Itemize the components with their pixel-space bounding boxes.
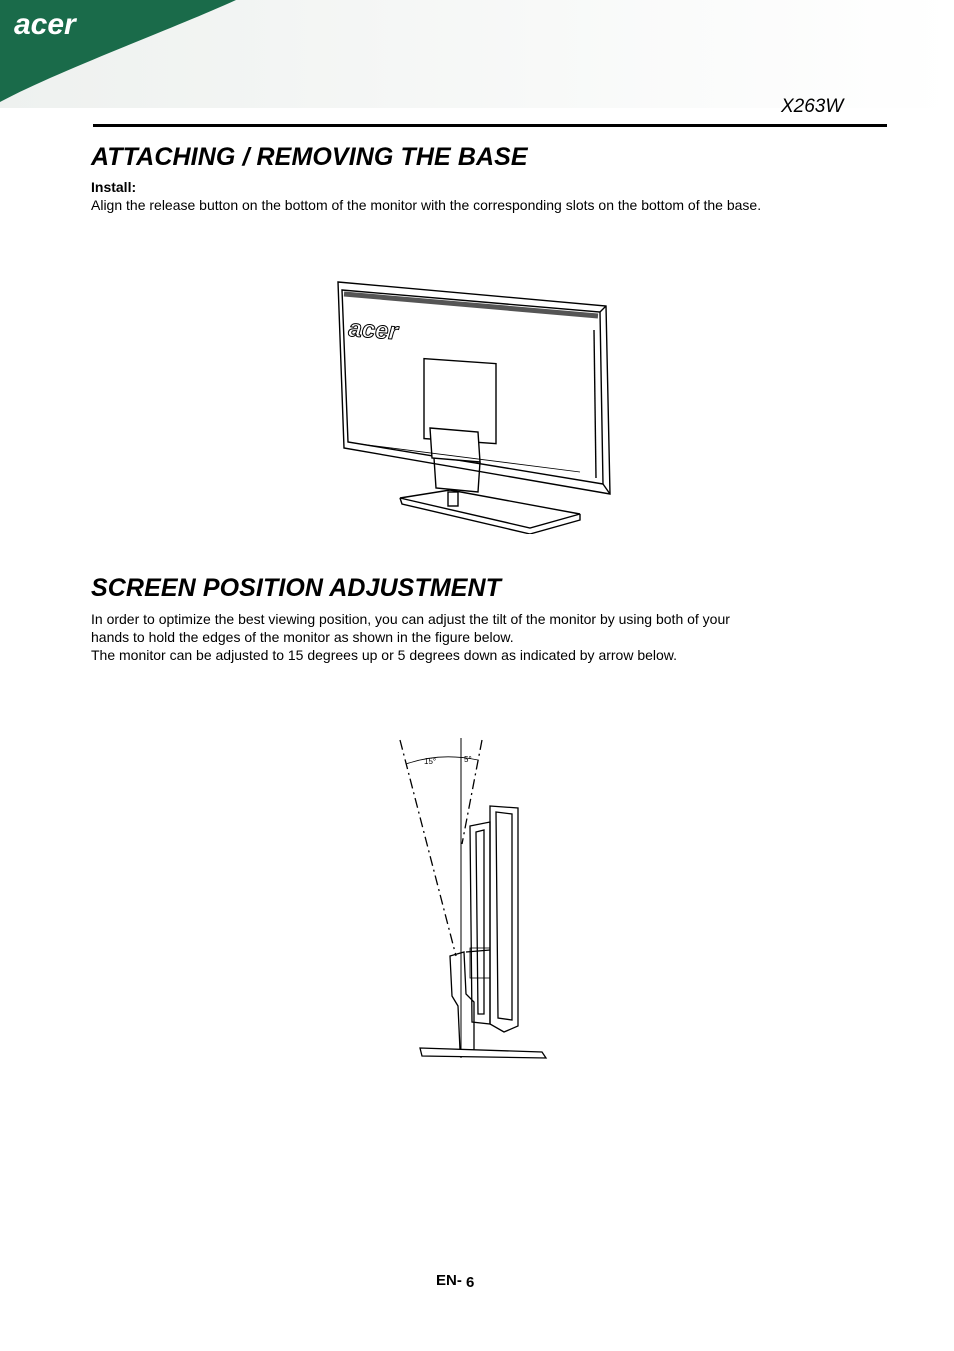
page-prefix: EN- [436,1272,462,1289]
acer-logo-banner [0,0,954,110]
acer-rear-logo: acer [347,315,399,346]
tilt-instructions-line2: hands to hold the edges of the monitor as shown in the figure below. [91,629,514,645]
model-name: X263W [781,96,844,117]
angle-up-label: 15° [424,757,437,766]
tilt-side-figure [392,734,557,1064]
section-title-screen-position: SCREEN POSITION ADJUSTMENT [91,574,502,602]
angle-down-label: 5° [464,755,472,764]
tilt-instructions-line3: The monitor can be adjusted to 15 degrees up or 5 degrees down as indicated by arrow below. [91,647,678,663]
header-rule [93,124,887,127]
install-instructions: Align the release button on the bottom of the monitor with the corresponding slots on the bottom of the base. [91,197,762,213]
page-number [436,1272,474,1289]
page-num: 6 [466,1274,475,1291]
section-title-attach-base: ATTACHING / REMOVING THE BASE [91,143,528,171]
tilt-instructions-line1: In order to optimize the best viewing position, you can adjust the tilt of the monitor by using both of your [91,611,730,627]
acer-logo-text: acer [14,8,76,41]
install-subheading: Install: [91,179,137,195]
monitor-rear-figure [330,278,620,534]
